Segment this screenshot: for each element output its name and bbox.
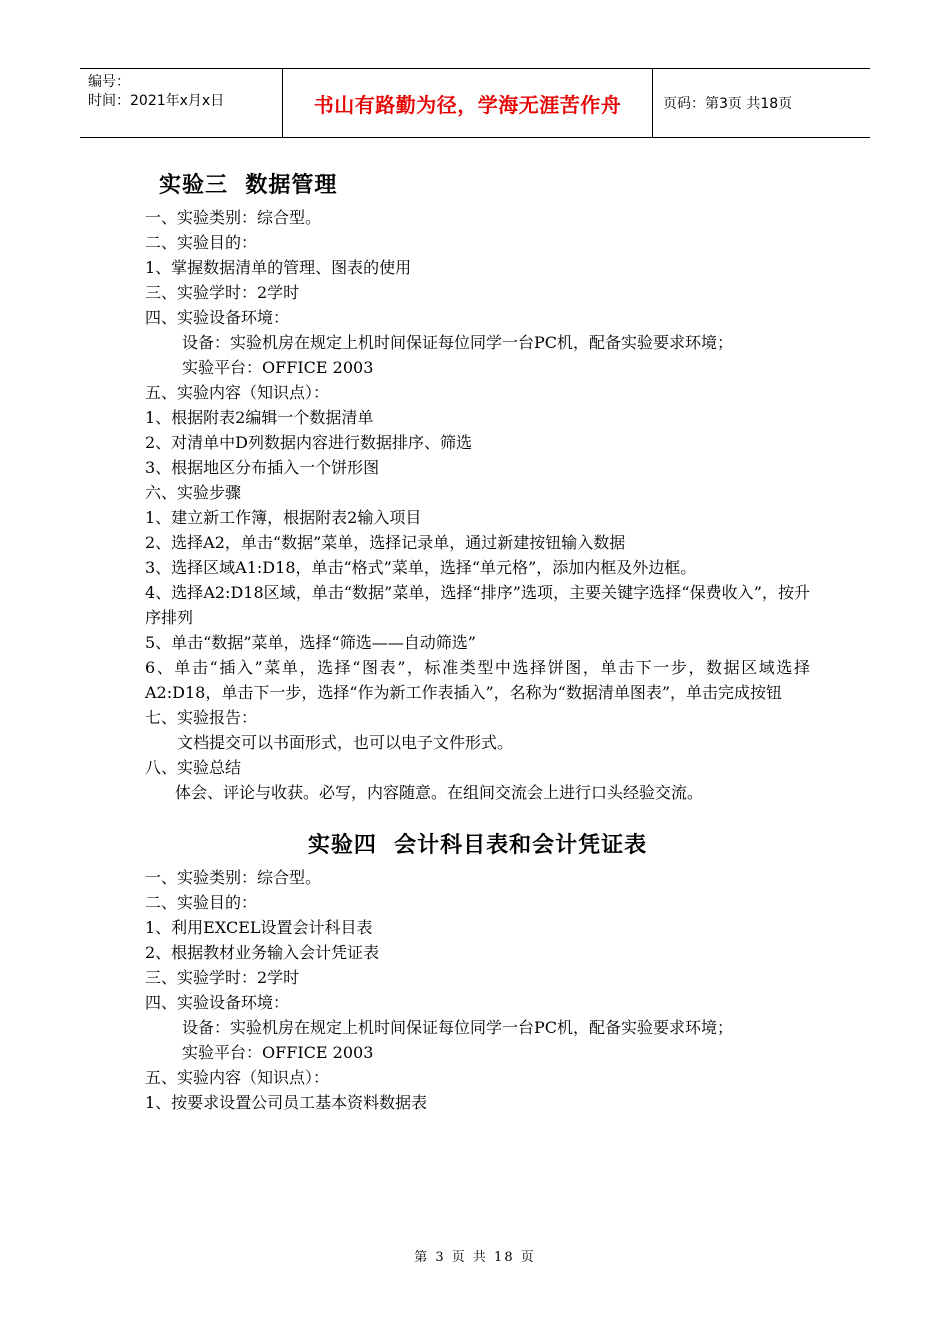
section4-line: 一、实验类别：综合型。 bbox=[145, 868, 322, 887]
header-page-cell bbox=[653, 69, 870, 137]
header-time-label: 时间：2021年x月x日 bbox=[88, 93, 225, 109]
section4-line: 2、根据教材业务输入会计凭证表 bbox=[145, 943, 380, 962]
section4-line: 1、按要求设置公司员工基本资料数据表 bbox=[145, 1093, 428, 1112]
section3-line: 四、实验设备环境： bbox=[145, 308, 290, 327]
header-motto-cell bbox=[282, 69, 653, 137]
section3-line: 2、对清单中D列数据内容进行数据排序、筛选 bbox=[145, 433, 473, 452]
section4-line: 设备：实验机房在规定上机时间保证每位同学一台PC机，配备实验要求环境； bbox=[182, 1018, 734, 1037]
document-body bbox=[145, 165, 810, 1115]
section4-title: 实验四 会计科目表和会计凭证表 bbox=[307, 832, 648, 858]
header-number-label: 编号： bbox=[88, 74, 130, 90]
section3-line: 3、选择区域A1:D18，单击“格式”菜单，选择“单元格”，添加内框及外边框。 bbox=[145, 558, 697, 577]
header-page-info: 页码：第3页 共18页 bbox=[663, 96, 793, 112]
section3-line: 三、实验学时：2学时 bbox=[145, 283, 300, 302]
page-header bbox=[80, 68, 870, 138]
section3-title: 实验三 数据管理 bbox=[159, 172, 338, 198]
section3-line: 6、单击“插入”菜单，选择“图表”，标准类型中选择饼图，单击下一步，数据区域选择A2:D18，单击下一步，选择“作为新工作表插入”，名称为“数据清单图表”，单击完成按钮 bbox=[145, 658, 810, 702]
section3-line: 一、实验类别：综合型。 bbox=[145, 208, 322, 227]
section3-line: 文档提交可以书面形式，也可以电子文件形式。 bbox=[177, 733, 514, 752]
page-footer: 第 3 页 共 18 页 bbox=[414, 1250, 536, 1265]
section4-line: 四、实验设备环境： bbox=[145, 993, 290, 1012]
section3-line: 实验平台：OFFICE 2003 bbox=[182, 358, 374, 377]
section3-line: 1、建立新工作簿，根据附表2输入项目 bbox=[145, 508, 422, 527]
section3-line: 3、根据地区分布插入一个饼形图 bbox=[145, 458, 380, 477]
header-meta bbox=[80, 69, 282, 137]
section3-line: 设备：实验机房在规定上机时间保证每位同学一台PC机，配备实验要求环境； bbox=[182, 333, 734, 352]
header-motto: 书山有路勤为径，学海无涯苦作舟 bbox=[313, 92, 622, 117]
section4-line: 二、实验目的： bbox=[145, 893, 258, 912]
section3-line: 1、掌握数据清单的管理、图表的使用 bbox=[145, 258, 412, 277]
section3-line: 八、实验总结 bbox=[145, 758, 242, 777]
section3-line: 七、实验报告： bbox=[145, 708, 258, 727]
section3-line: 体会、评论与收获。必写，内容随意。在组间交流会上进行口头经验交流。 bbox=[175, 783, 704, 802]
section3-line: 二、实验目的： bbox=[145, 233, 258, 252]
section4-line: 1、利用EXCEL设置会计科目表 bbox=[145, 918, 373, 937]
section4-line: 实验平台：OFFICE 2003 bbox=[182, 1043, 374, 1062]
section3-line: 5、单击“数据”菜单，选择“筛选——自动筛选” bbox=[145, 633, 476, 652]
section4-line: 五、实验内容（知识点）： bbox=[145, 1068, 330, 1087]
section3-line: 2、选择A2，单击“数据”菜单，选择记录单，通过新建按钮输入数据 bbox=[145, 533, 626, 552]
section3-line: 六、实验步骤 bbox=[145, 483, 242, 502]
section3-line: 4、选择A2:D18区域，单击“数据”菜单，选择“排序”选项，主要关键字选择“保费收入”，按升序排列 bbox=[145, 583, 810, 627]
section3-line: 五、实验内容（知识点）： bbox=[145, 383, 330, 402]
section3-line: 1、根据附表2编辑一个数据清单 bbox=[145, 408, 374, 427]
section4-line: 三、实验学时：2学时 bbox=[145, 968, 300, 987]
